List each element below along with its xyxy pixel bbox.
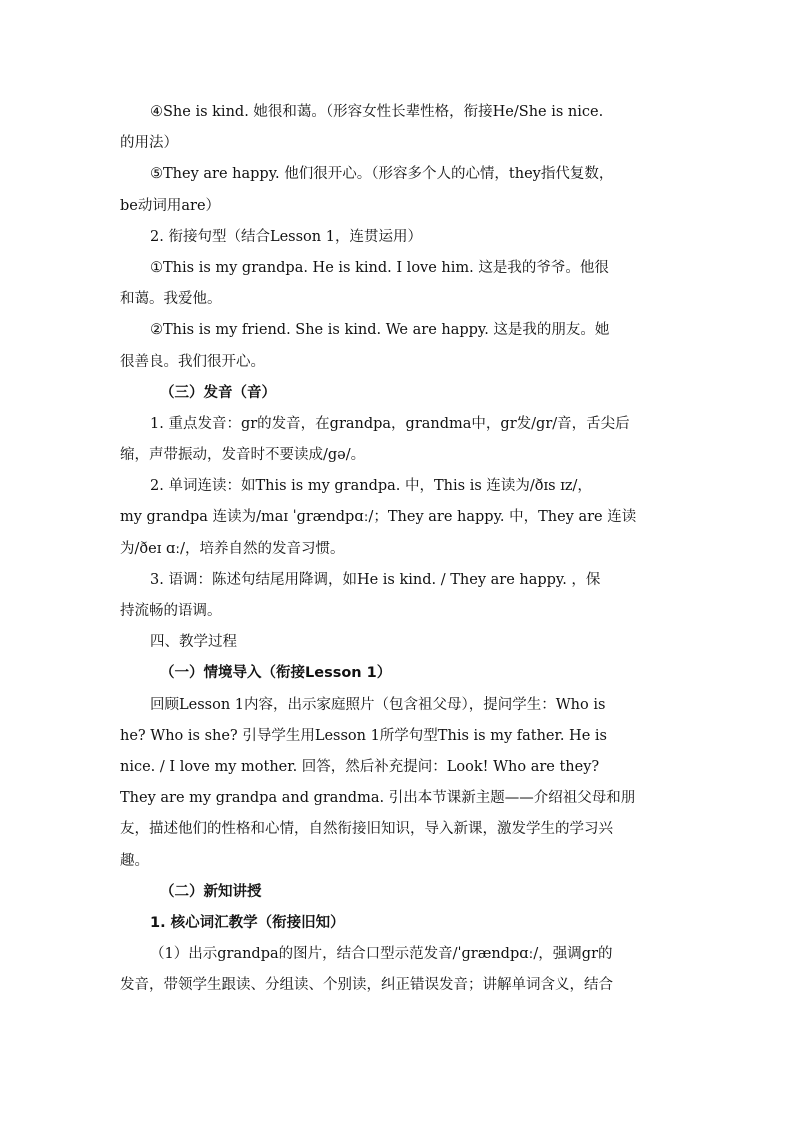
text-line: ⑤They are happy. 他们很开心。（形容多个人的心情，they指代复数， — [150, 166, 614, 183]
text-line: 和蔼。我爱他。 — [120, 291, 222, 308]
text-line: 友，描述他们的性格和心情，自然衔接旧知识，导入新课，激发学生的学习兴 — [120, 821, 613, 838]
text-line: 持流畅的语调。 — [120, 603, 222, 619]
text-line: 1. 重点发音：gr的发音，在grandpa，grandma中，gr发/gr/音，舌尖后 — [150, 415, 630, 432]
text-line: They are my grandpa and grandma. 引出本节课新主题——介绍祖父母和朋 — [120, 790, 636, 807]
text-line: he? Who is she? 引导学生用Lesson 1所学句型This is my father. He is — [120, 727, 607, 744]
document-body — [120, 97, 680, 1001]
text-line: 缩，声带振动，发音时不要读成/gə/。 — [120, 447, 366, 464]
text-line: be动词用are） — [120, 197, 221, 214]
text-line: 2. 衔接句型（结合Lesson 1，连贯运用） — [150, 228, 422, 245]
text-line: 2. 单词连读：如This is my grandpa. 中，This is 连读为/ðɪs ɪz/， — [150, 478, 592, 495]
text-line: 发音，带领学生跟读、分组读、个别读，纠正错误发音；讲解单词含义，结合 — [120, 977, 613, 994]
text-line: （二）新知讲授 — [160, 883, 262, 900]
text-line: （三）发音（音） — [160, 384, 276, 401]
text-line: （一）情境导入（衔接Lesson 1） — [160, 665, 392, 682]
text-line: 趣。 — [120, 852, 149, 869]
text-line: ④She is kind. 她很和蔼。（形容女性长辈性格，衔接He/She is nice. — [150, 104, 604, 120]
text-line: 的用法） — [120, 135, 178, 152]
text-line: 很善良。我们很开心。 — [120, 353, 265, 370]
text-line: ①This is my grandpa. He is kind. I love him. 这是我的爷爷。他很 — [150, 259, 609, 276]
text-line: 3. 语调：陈述句结尾用降调，如He is kind. / They are happy. ，保 — [150, 571, 601, 588]
text-line: 1. 核心词汇教学（衔接旧知） — [150, 914, 345, 931]
text-line: ②This is my friend. She is kind. We are happy. 这是我的朋友。她 — [150, 322, 610, 339]
text-line: 四、教学过程 — [150, 634, 237, 651]
text-line: nice. / I love my mother. 回答，然后补充提问：Look! Who are they? — [120, 758, 600, 775]
text-line: 为/ðeɪ ɑː/，培养自然的发音习惯。 — [120, 540, 345, 557]
text-line: 回顾Lesson 1内容，出示家庭照片（包含祖父母），提问学生：Who is — [150, 696, 606, 713]
text-line: （1）出示grandpa的图片，结合口型示范发音/ˈɡrændpɑː/，强调gr的 — [150, 946, 613, 963]
text-line: my grandpa 连读为/maɪ ˈɡrændpɑː/；They are happy. 中，They are 连读 — [120, 509, 637, 526]
